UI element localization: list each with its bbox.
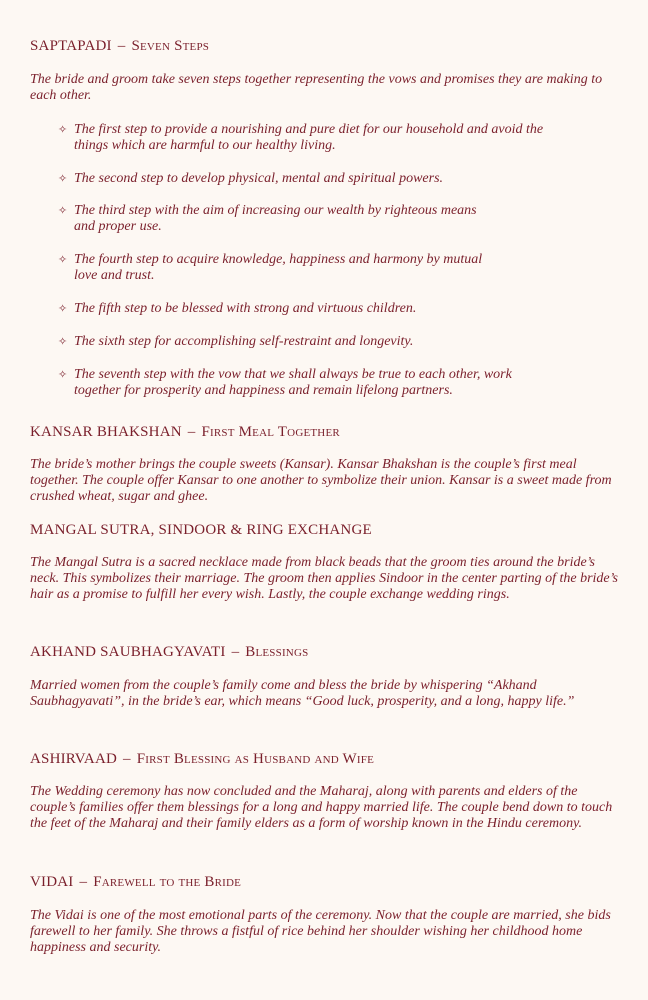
list-item (58, 301, 544, 317)
section-vidai (30, 874, 624, 891)
separator-dash: – (123, 751, 131, 767)
section-saptapadi-body (30, 72, 624, 104)
step-text: The first step to provide a nourishing and pure diet for our household and avoid the things which are harmful to our healthy living. (74, 122, 544, 153)
section-heading (30, 522, 624, 539)
section-saptapadi (30, 38, 624, 55)
bullet-icon: ✧ (58, 303, 68, 315)
section-title: AKHAND SAUBHAGYAVATI (30, 644, 226, 660)
bullet-icon: ✧ (58, 254, 68, 266)
step-text: The fourth step to acquire knowledge, happiness and harmony by mutual love and trust. (74, 252, 483, 283)
bullet-icon: ✧ (58, 124, 68, 136)
list-item (58, 171, 544, 187)
section-subtitle: Farewell to the Bride (93, 874, 242, 890)
separator-dash: – (231, 644, 240, 660)
section-title: ASHIRVAAD (30, 751, 118, 767)
section-mangal-body (30, 555, 624, 603)
bullet-icon: ✧ (58, 336, 68, 348)
section-body: The bride and groom take seven steps together representing the vows and promises they are making to each other. (30, 72, 603, 103)
list-item (58, 367, 544, 399)
section-heading (30, 874, 624, 891)
section-mangal-sutra (30, 522, 624, 539)
separator-dash: – (117, 38, 126, 54)
list-item (58, 334, 544, 350)
step-text: The second step to develop physical, mental and spiritual powers. (74, 171, 444, 186)
section-body: The Vidai is one of the most emotional parts of the ceremony. Now that the couple are married, she bids farewell to her family. She throws a fistful of rice behind her shoulder wishing her childhood home happiness and security. (30, 908, 611, 955)
bullet-icon: ✧ (58, 369, 68, 381)
list-item (58, 252, 494, 284)
section-title: MANGAL SUTRA, SINDOOR & RING EXCHANGE (30, 522, 372, 538)
section-vidai-body (30, 908, 624, 956)
step-text: The sixth step for accomplishing self-restraint and longevity. (74, 334, 414, 349)
separator-dash: – (187, 424, 196, 440)
section-subtitle: Seven Steps (131, 38, 210, 54)
bullet-icon: ✧ (58, 205, 68, 217)
list-item (58, 122, 544, 154)
section-body: The bride’s mother brings the couple sweets (Kansar). Kansar Bhakshan is the couple’s first meal together. The couple offer Kansar to one another to symbolize their union. Kansar is a sweet made from crushed wheat, sugar and ghee. (30, 457, 612, 504)
section-akhand-body (30, 678, 590, 710)
step-text: The fifth step to be blessed with strong and virtuous children. (74, 301, 417, 316)
section-body: Married women from the couple’s family come and bless the bride by whispering “Akhand Saubhagyavati”, in the bride’s ear, which means “Good luck, prosperity, and a long, happy life.” (30, 678, 575, 709)
section-ashirvaad (30, 751, 624, 768)
section-ashirvaad-body (30, 784, 624, 832)
section-kansar-bhakshan (30, 424, 624, 441)
section-subtitle: First Meal Together (201, 424, 340, 440)
section-title: VIDAI (30, 874, 74, 890)
section-subtitle: Blessings (245, 644, 309, 660)
step-text: The third step with the aim of increasing our wealth by righteous means and proper use. (74, 203, 477, 234)
bullet-icon: ✧ (58, 173, 68, 185)
step-text: The seventh step with the vow that we shall always be true to each other, work together for prosperity and happiness and remain lifelong partners. (74, 367, 512, 398)
section-heading (30, 644, 624, 661)
section-body: The Mangal Sutra is a sacred necklace made from black beads that the groom ties around the bride’s neck. This symbolizes their marriage. The groom then applies Sindoor in the center parting of the bride’s hair as a promise to fulfill her every wish. Lastly, the couple exchange wedding rings. (30, 555, 618, 602)
section-heading (30, 751, 624, 768)
section-body: The Wedding ceremony has now concluded and the Maharaj, along with parents and elders of the couple’s families offer them blessings for a long and happy married life. The couple bend down to touch the feet of the Maharaj and their family elders as a form of worship known in the Hindu ceremony. (30, 784, 613, 831)
section-akhand-saubhagyavati (30, 644, 624, 661)
section-title: SAPTAPADI (30, 38, 112, 54)
section-kansar-body (30, 457, 624, 505)
section-subtitle: First Blessing as Husband and Wife (136, 751, 375, 767)
list-item (58, 203, 494, 235)
section-heading (30, 424, 624, 441)
section-title: KANSAR BHAKSHAN (30, 424, 182, 440)
section-heading (30, 38, 624, 55)
separator-dash: – (79, 874, 88, 890)
